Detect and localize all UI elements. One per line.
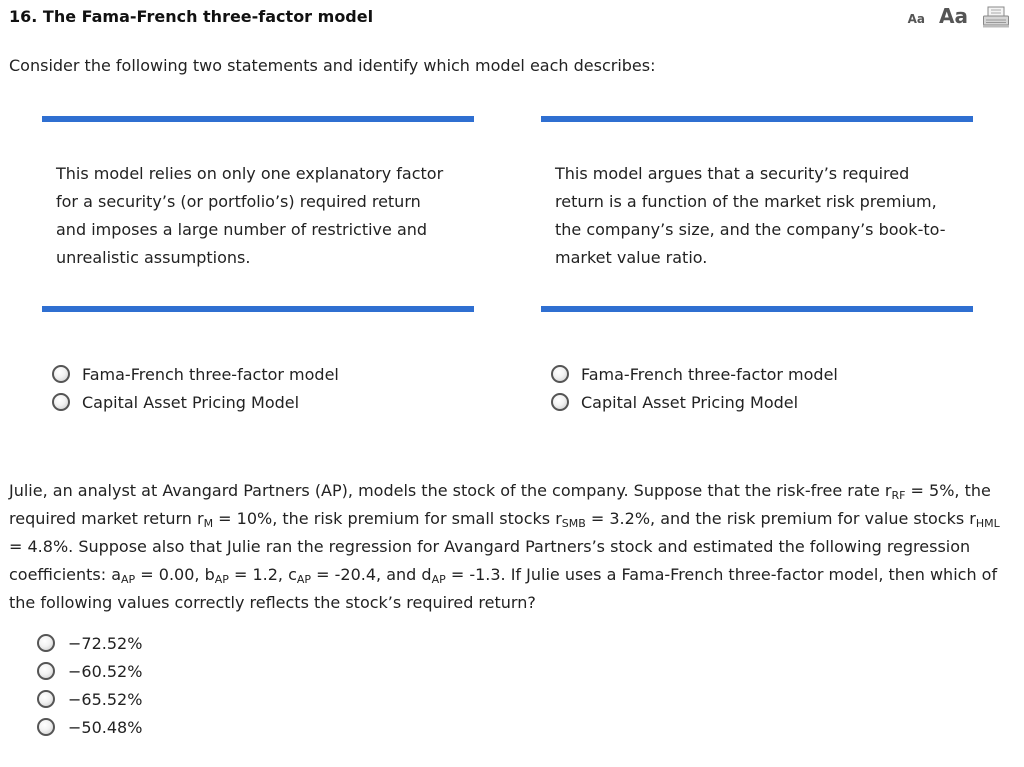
statement-card-2 [541, 116, 973, 312]
answer-options [37, 629, 142, 741]
statement-1-options [52, 360, 339, 416]
scenario-paragraph: Julie, an analyst at Avangard Partners (AP), models the stock of the company. Suppose that the risk-free rate $r_{RF} = 5\%$, the required market return $r_M = 10\%$, the risk premium for small stocks $r_{SMB} = 3.2\%$, and the risk premium for value stocks $r_{HML} = 4.8\%$. Suppose also that Julie ran the regression for Avangard Partners’s stock and estimated the following regression coefficients: $a_{AP} = 0.00$, $b_{AP} = 1.2$, $c_{AP} = -20.4$, and $d_{AP} = -1.3$. If Julie uses a Fama-French three-factor model, then which of the following values correctly reflects the stock’s required return? [9, 481, 1000, 612]
answer-label: −65.52% [68, 689, 143, 709]
font-size-tools [908, 4, 1010, 28]
question-intro: Consider the following two statements and identify which model each describes: [9, 56, 656, 75]
font-size-large-button[interactable]: Aa [939, 4, 968, 28]
option-label: Capital Asset Pricing Model [82, 392, 300, 412]
statement-2-option-fama-french[interactable] [551, 360, 838, 388]
option-label: Fama-French three-factor model [82, 364, 339, 384]
answer-option[interactable] [37, 629, 142, 657]
option-label: Capital Asset Pricing Model [581, 392, 799, 412]
answer-option[interactable] [37, 685, 142, 713]
card-top-bar [42, 116, 474, 122]
statement-2-option-capm[interactable] [551, 388, 838, 416]
statement-text: This model argues that a security’s required return is a function of the market risk premium, the company’s size, and the company’s book-to-market value ratio. [555, 164, 946, 267]
card-top-bar [541, 116, 973, 122]
radio-button[interactable] [551, 365, 569, 383]
radio-button[interactable] [37, 690, 55, 708]
font-size-small-button[interactable]: Aa [907, 12, 926, 26]
answer-option[interactable] [37, 713, 142, 741]
answer-label: −50.48% [68, 717, 143, 737]
radio-button[interactable] [52, 393, 70, 411]
radio-button[interactable] [551, 393, 569, 411]
print-icon[interactable] [982, 6, 1010, 28]
radio-button[interactable] [37, 662, 55, 680]
answer-label: −60.52% [68, 661, 143, 681]
answer-option[interactable] [37, 657, 142, 685]
card-bottom-bar [541, 306, 973, 312]
statement-card-1 [42, 116, 474, 312]
statement-1-option-capm[interactable] [52, 388, 339, 416]
option-label: Fama-French three-factor model [581, 364, 838, 384]
answer-label: −72.52% [68, 633, 143, 653]
radio-button[interactable] [37, 718, 55, 736]
radio-button[interactable] [37, 634, 55, 652]
statement-text: This model relies on only one explanatory factor for a security’s (or portfolio’s) required return and imposes a large number of restrictive and unrealistic assumptions. [56, 164, 444, 267]
statement-1-option-fama-french[interactable] [52, 360, 339, 388]
question-title: 16. The Fama-French three-factor model [9, 7, 374, 26]
radio-button[interactable] [52, 365, 70, 383]
statement-2-options [551, 360, 838, 416]
card-bottom-bar [42, 306, 474, 312]
